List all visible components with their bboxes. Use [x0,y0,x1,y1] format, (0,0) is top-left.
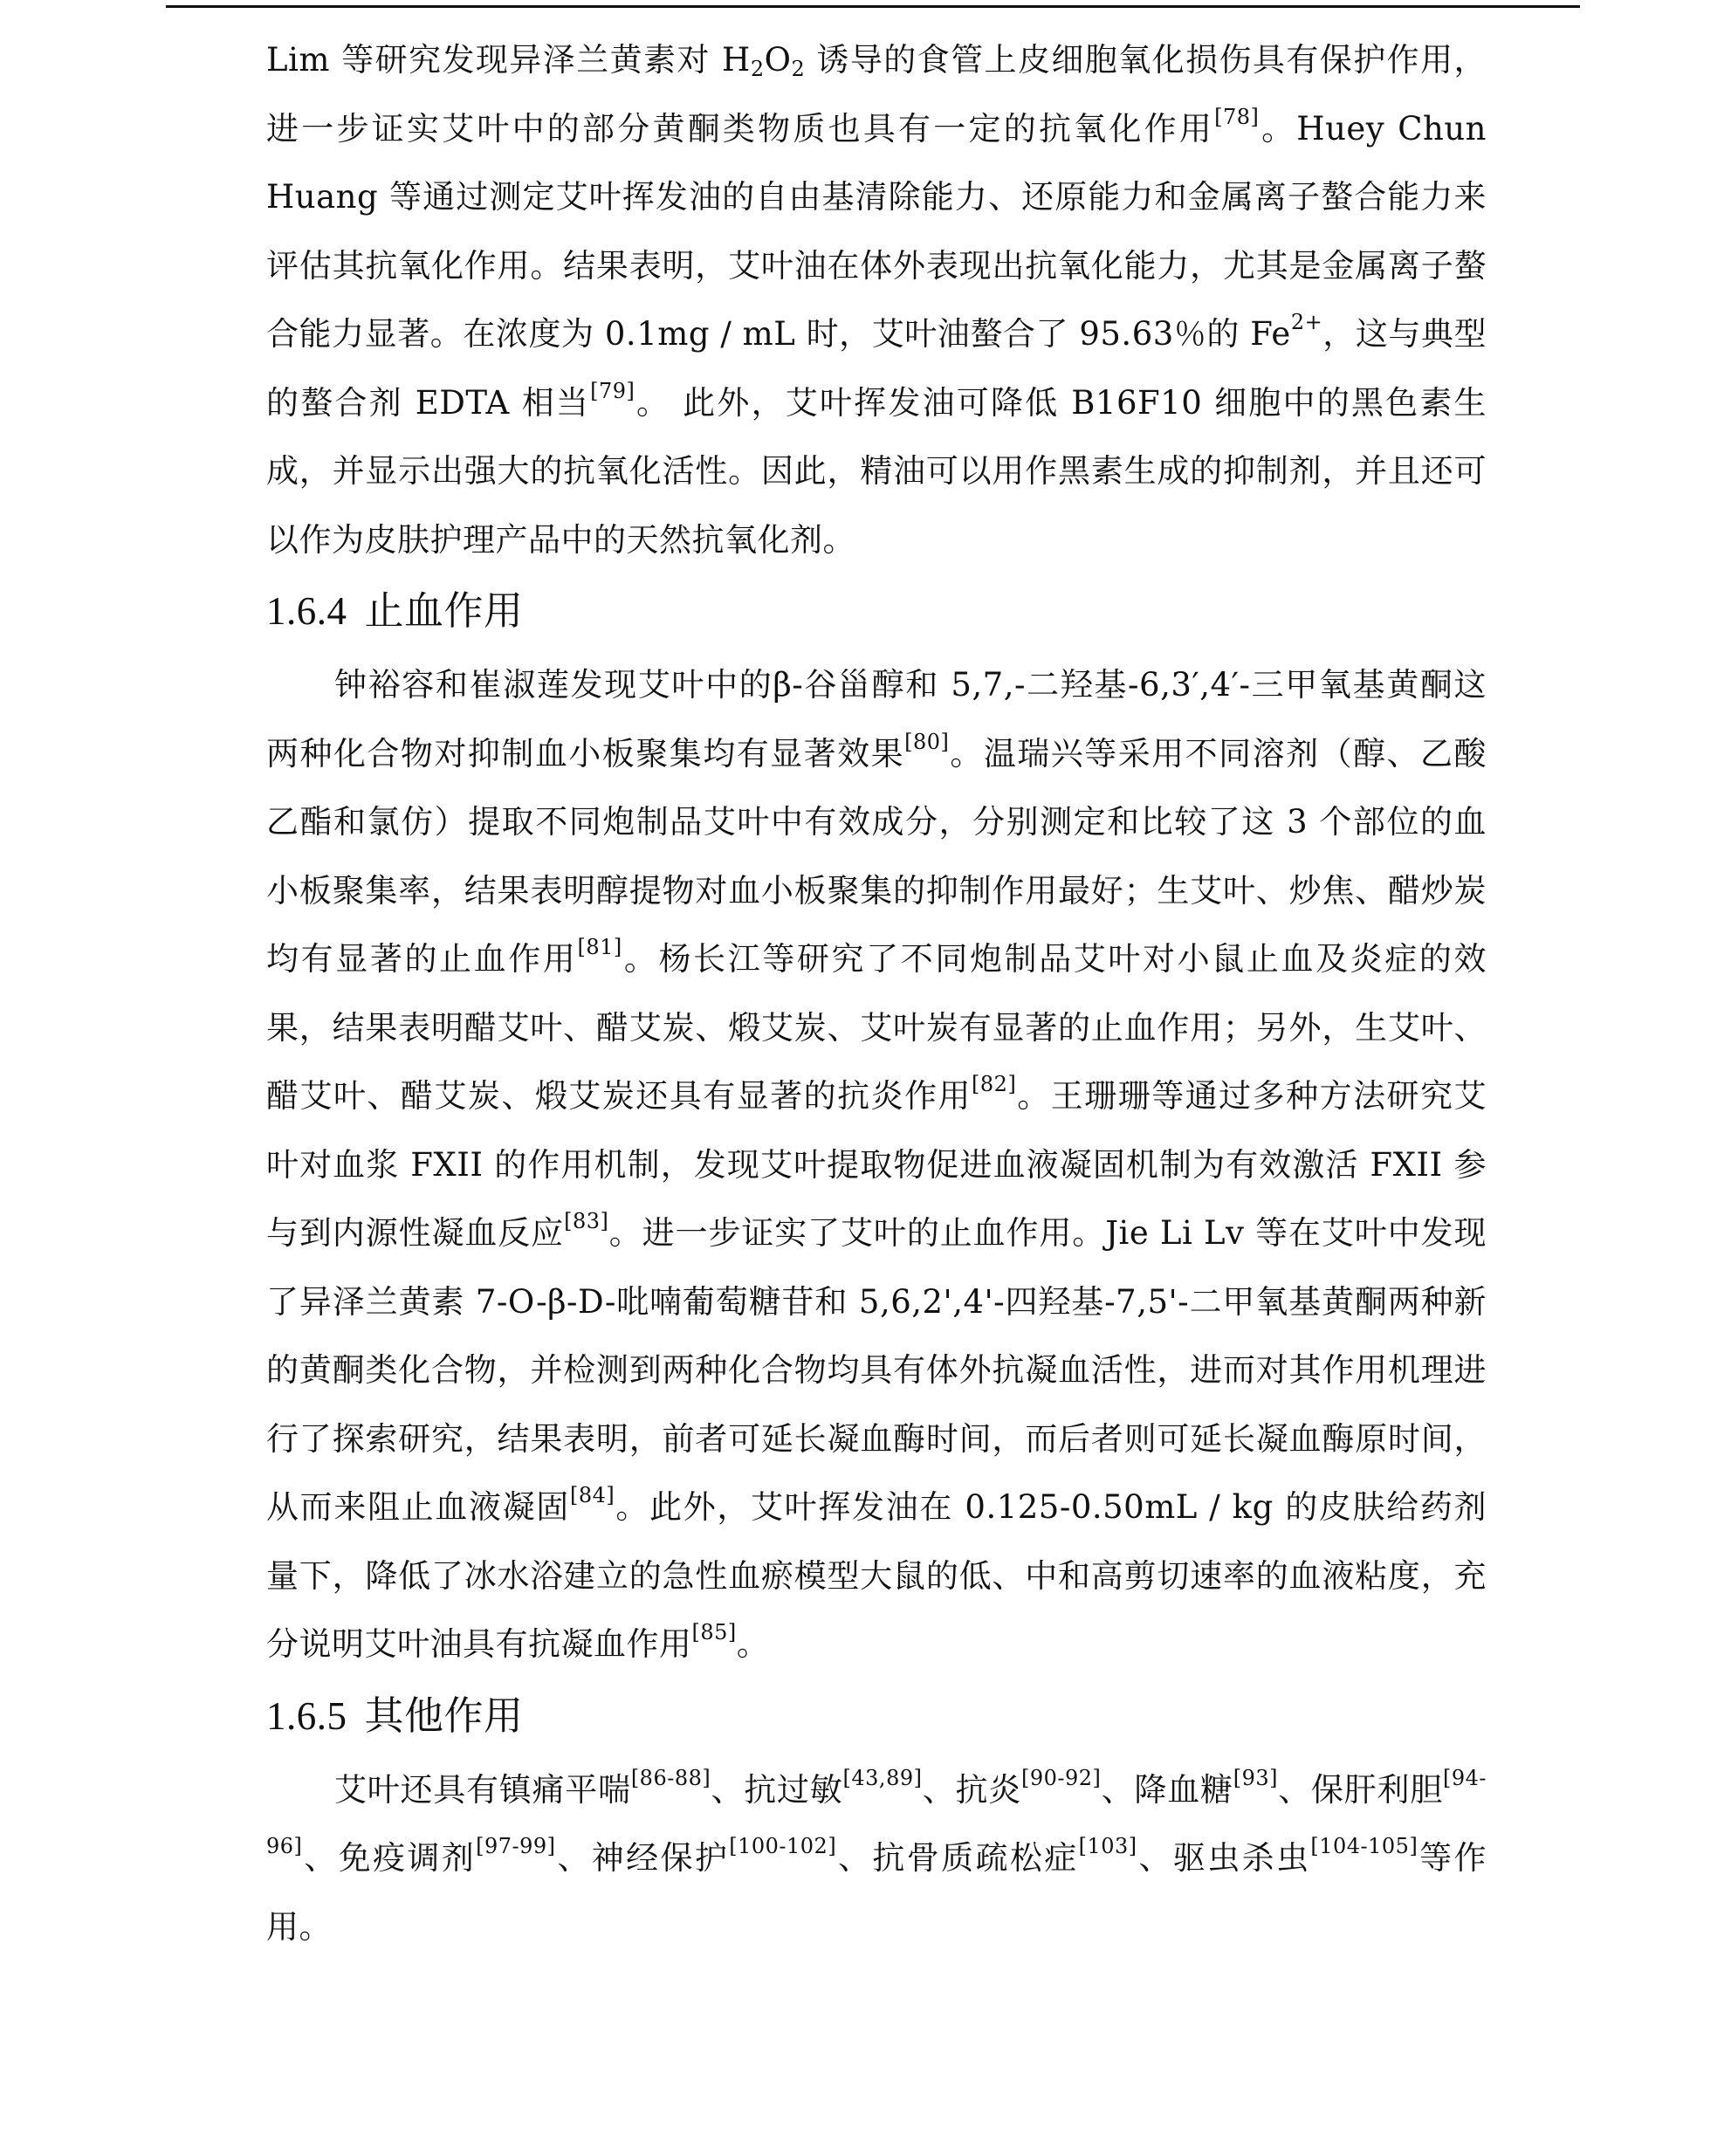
text-run: 。 [736,1625,770,1663]
section-heading-1-6-5 [266,1681,1487,1751]
section-heading-1-6-4 [266,576,1487,646]
citation-ref: [93] [1233,1765,1278,1790]
header-rule [166,5,1580,8]
text-run: O [764,41,792,79]
citation-ref: [80] [904,729,950,754]
text-run: 。杨长江等研究了不同炮制品艾叶对小鼠止血及炎症的效果，结果表明醋艾叶、醋艾炭、煅艾炭、艾叶炭有显著的止血作用；另外，生艾叶、醋艾叶、醋艾炭、煅艾炭还具有显著的抗炎作用 [266,940,1487,1115]
text-run: 、神经保护 [555,1839,730,1877]
citation-ref: [84] [569,1483,615,1507]
citation-ref: [104-105] [1310,1834,1418,1858]
text-run: 。Huey Chun Huang 等通过测定艾叶挥发油的自由基清除能力、还原能力和金属离子螯合能力来评估其抗氧化作用。结果表明，艾叶油在体外表现出抗氧化能力，尤其是金属离子螯合能力显著。在浓度为 0.1mg / mL 时，艾叶油螯合了 95.63％的 Fe [266,109,1487,353]
citation-ref: [83] [564,1209,609,1233]
citation-ref: [97-99] [476,1834,556,1858]
citation-ref: [79] [590,378,635,403]
section-number: 1.6.4 [266,589,347,633]
paragraph-other-effects [266,1756,1487,1962]
text-run: 、驱虫杀虫 [1137,1839,1311,1877]
citation-ref: [81] [577,935,622,959]
text-run: 等作用。 [266,1839,1487,1946]
text-run: 、免疫调剂 [302,1839,477,1877]
section-title: 其他作用 [364,1692,524,1739]
text-run: 、降血糖 [1101,1770,1233,1809]
text-run: 诱导的食管上皮细胞氧化损伤具有保护作用，进一步证实艾叶中的部分黄酮类物质也具有一定的抗氧化作用 [266,41,1487,148]
text-run: ，这与典型的螯合剂 EDTA 相当 [266,315,1487,422]
text-run: 。进一步证实了艾叶的止血作用。Jie Li Lv 等在艾叶中发现了异泽兰黄素 7-O-β-D-吡喃葡萄糖苷和 5,6,2',4'-四羟基-7,5'-二甲氧基黄酮两种新的黄酮类化合物，并检测到两种化合物均具有体外抗凝血活性，进而对其作用机理进行了探索研究，结果表明，前者可延长凝血酶时间，而后者则可延长凝血酶原时间，从而来阻止血液凝固 [266,1214,1487,1526]
document-page [266,26,1487,1961]
citation-ref: [103] [1078,1834,1137,1858]
superscript: 2+ [1290,310,1323,334]
citation-ref: [78] [1214,104,1260,129]
text-run: 。此外，艾叶挥发油在 0.125-0.50mL / kg 的皮肤给药剂量下，降低了冰水浴建立的急性血瘀模型大鼠的低、中和高剪切速率的血液粘度，充分说明艾叶油具有抗凝血作用 [266,1488,1487,1663]
citation-ref: [94-96] [266,1765,1487,1858]
text-run: 艾叶还具有镇痛平喘 [334,1770,631,1809]
text-run: 。温瑞兴等采用不同溶剂（醇、乙酸乙酯和氯仿）提取不同炮制品艾叶中有效成分，分别测定和比较了这 3 个部位的血小板聚集率，结果表明醇提物对血小板聚集的抑制作用最好；生艾叶、炒焦、醋炒炭均有显著的止血作用 [266,734,1487,978]
subscript: 2 [750,57,765,81]
citation-ref: [43,89] [842,1765,923,1790]
text-run: 、抗过敏 [711,1770,843,1809]
paragraph-antioxidant [266,26,1487,574]
paragraph-hemostasis [266,651,1487,1679]
text-run: 。王珊珊等通过多种方法研究艾叶对血浆 FXII 的作用机制，发现艾叶提取物促进血液凝固机制为有效激活 FXII 参与到内源性凝血反应 [266,1077,1487,1252]
section-title: 止血作用 [364,587,524,634]
subscript: 2 [791,57,806,81]
citation-ref: [86-88] [630,1765,711,1790]
text-run: 。 此外，艾叶挥发油可降低 B16F10 细胞中的黑色素生成，并显示出强大的抗氧化活性。因此，精油可以用作黑素生成的抑制剂，并且还可以作为皮肤护理产品中的天然抗氧化剂。 [266,383,1487,559]
citation-ref: [90-92] [1021,1765,1102,1790]
text-run: 、抗炎 [922,1770,1021,1809]
citation-ref: [85] [691,1620,737,1644]
text-run: 、抗骨质疏松症 [836,1839,1079,1877]
text-run: 、保肝利胆 [1277,1770,1444,1809]
section-number: 1.6.5 [266,1693,347,1738]
text-run: 钟裕容和崔淑莲发现艾叶中的β-谷甾醇和 5,7,-二羟基-6,3′,4′-三甲氧基黄酮这两种化合物对抑制血小板聚集均有显著效果 [266,666,1487,772]
text-run: Lim 等研究发现异泽兰黄素对 H [266,41,751,79]
citation-ref: [100-102] [729,1834,837,1858]
citation-ref: [82] [972,1072,1017,1096]
